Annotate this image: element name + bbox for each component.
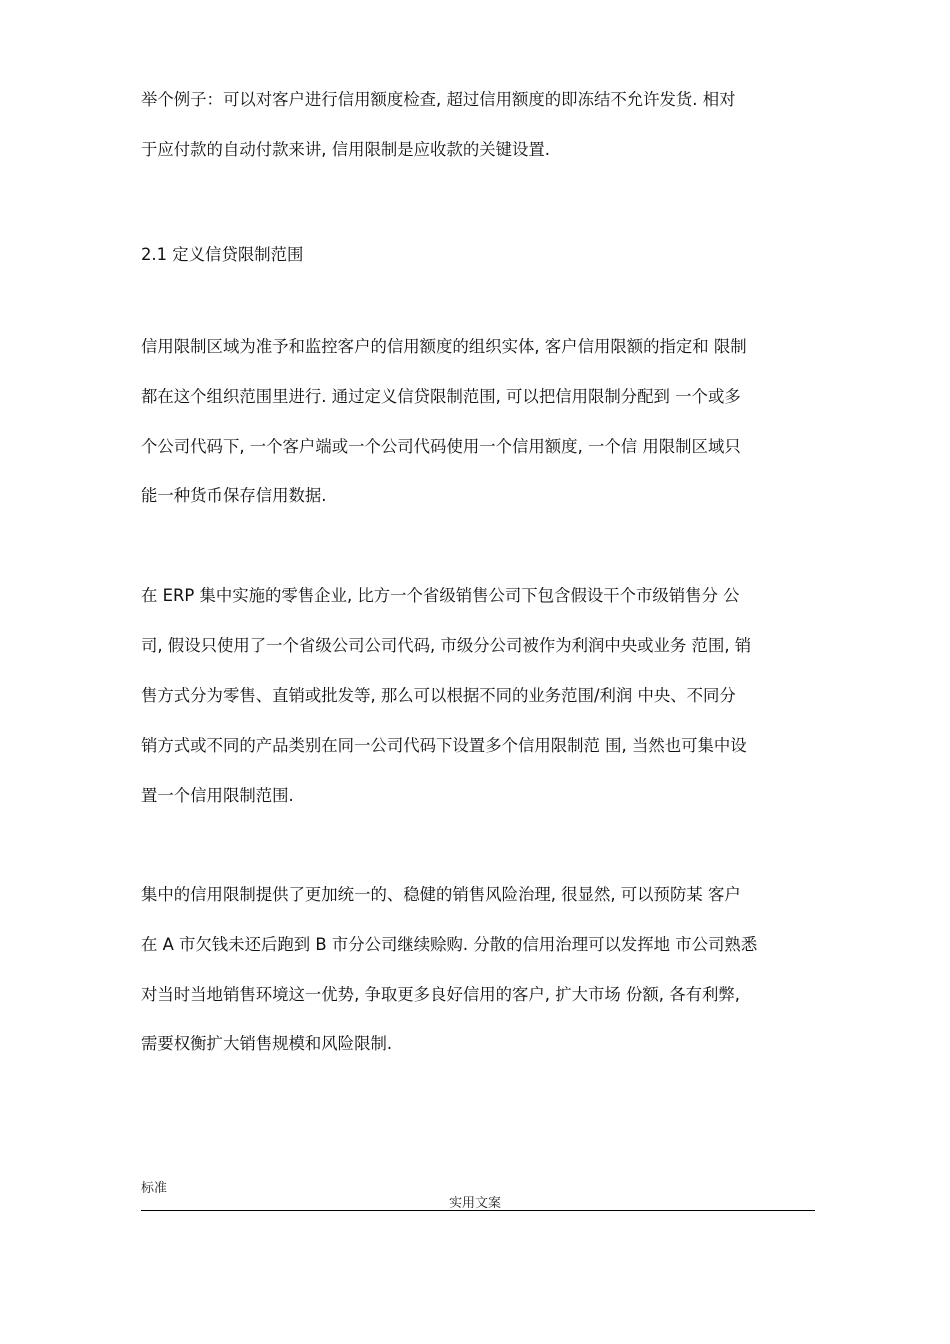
paragraph1-line-2: 都在这个组织范围里进行. 通过定义信贷限制范围, 可以把信用限制分配到 一个或多 — [141, 387, 741, 406]
paragraph2-line-4: 销方式或不同的产品类别在同一公司代码下设置多个信用限制范 围, 当然也可集中设 — [141, 736, 747, 755]
paragraph2-line-5: 置一个信用限制范围. — [141, 786, 294, 805]
paragraph3-line-4: 需要权衡扩大销售规模和风险限制. — [141, 1034, 393, 1053]
intro-line-2: 于应付款的自动付款来讲, 信用限制是应收款的关键设置. — [141, 140, 551, 159]
paragraph2-line-2: 司, 假设只使用了一个省级公司公司代码, 市级分公司被作为利润中央或业务 范围, 销 — [141, 636, 752, 655]
paragraph3-line-2: 在 A 市欠钱未还后跑到 B 市分公司继续赊购. 分散的信用治理可以发挥地 市公司熟悉 — [141, 935, 758, 954]
paragraph1-line-1: 信用限制区域为准予和监控客户的信用额度的组织实体, 客户信用限额的指定和 限制 — [141, 337, 747, 356]
paragraph3-line-1: 集中的信用限制提供了更加统一的、稳健的销售风险治理, 很显然, 可以预防某 客户 — [141, 885, 741, 904]
paragraph2-line-1: 在 ERP 集中实施的零售企业, 比方一个省级销售公司下包含假设干个市级销售分 公 — [141, 586, 740, 605]
section-heading: 2.1 定义信贷限制范围 — [141, 245, 304, 264]
intro-line-1: 举个例子：可以对客户进行信用额度检查, 超过信用额度的即冻结不允许发货. 相对 — [141, 90, 736, 109]
paragraph1-line-3: 个公司代码下, 一个客户端或一个公司代码使用一个信用额度, 一个信 用限制区域只 — [141, 437, 741, 456]
paragraph2-line-3: 售方式分为零售、直销或批发等, 那么可以根据不同的业务范围/利润 中央、不同分 — [141, 686, 736, 705]
footer-center-label: 实用文案 — [448, 1196, 501, 1211]
paragraph3-line-3: 对当时当地销售环境这一优势, 争取更多良好信用的客户, 扩大市场 份额, 各有利弊, — [141, 985, 740, 1004]
footer-divider — [141, 1210, 815, 1211]
footer-left-label: 标准 — [141, 1181, 168, 1196]
paragraph1-line-4: 能一种货币保存信用数据. — [141, 486, 327, 505]
